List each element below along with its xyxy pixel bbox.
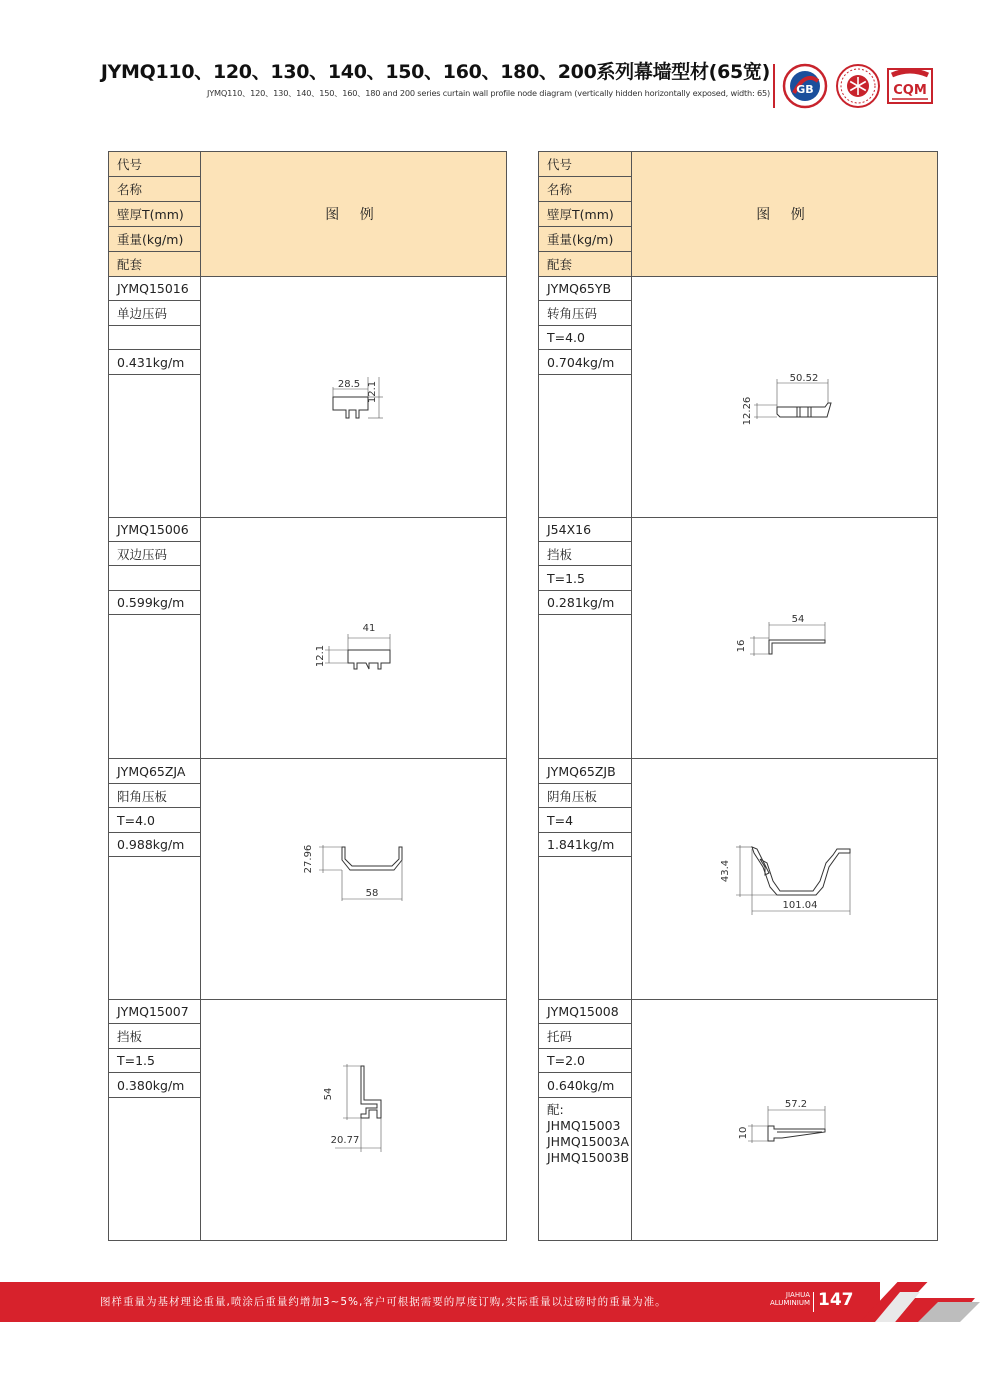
item-name: 阳角压板 <box>109 784 201 808</box>
header-divider <box>773 64 775 108</box>
page-subtitle: JYMQ110、120、130、140、150、160、180 and 200 series curtain wall profile node diagram (vertically hidden horizontally exposed, width: 65) <box>207 88 770 98</box>
item-accessory <box>109 615 201 759</box>
item-thickness: T=1.5 <box>109 1049 201 1073</box>
dim-width: 101.04 <box>782 900 818 911</box>
item-accessory <box>109 857 201 1000</box>
item-name: 挡板 <box>109 1024 201 1049</box>
header-label-name: 名称 <box>539 177 632 202</box>
profile-drawing-cell <box>201 277 507 518</box>
cqm-logo <box>886 63 934 109</box>
right-profile-table <box>538 151 938 1241</box>
accessory-line: JHMQ15003B <box>547 1150 630 1165</box>
item-thickness: T=2.0 <box>539 1049 632 1073</box>
dim-height: 10 <box>738 1126 749 1140</box>
item-accessory <box>109 375 201 518</box>
profile-drawing-cell <box>201 759 507 1000</box>
accessory-line: JHMQ15003A <box>547 1134 630 1149</box>
left-profile-table <box>108 151 507 1241</box>
item-code: JYMQ65ZJA <box>109 759 201 784</box>
figure-header: 图 例 <box>632 152 938 277</box>
item-accessory <box>539 615 632 759</box>
item-name: 转角压码 <box>539 301 632 326</box>
profile-drawing-jymq15008 <box>632 1000 938 1241</box>
accessory-line: 配: <box>547 1102 564 1117</box>
item-code: JYMQ15007 <box>109 1000 201 1024</box>
header-label-accessory: 配套 <box>109 252 201 277</box>
profile-drawing-cell <box>632 759 938 1000</box>
dim-height: 54 <box>323 1087 334 1101</box>
header-label-code: 代号 <box>109 152 201 177</box>
item-thickness: T=4.0 <box>539 326 632 350</box>
item-thickness <box>109 566 201 591</box>
dim-width: 54 <box>791 614 805 625</box>
item-code: JYMQ15006 <box>109 518 201 542</box>
dim-height: 12.1 <box>315 644 326 668</box>
item-weight: 1.841kg/m <box>539 833 632 857</box>
header-label-weight: 重量(kg/m) <box>539 227 632 252</box>
item-accessory <box>539 375 632 518</box>
profile-drawing-cell <box>632 518 938 759</box>
item-code: JYMQ15008 <box>539 1000 632 1024</box>
item-weight: 0.281kg/m <box>539 591 632 615</box>
dim-height: 16 <box>736 639 747 653</box>
item-weight: 0.640kg/m <box>539 1073 632 1098</box>
page-number: 147 <box>818 1290 854 1310</box>
item-weight: 0.988kg/m <box>109 833 201 857</box>
header-label-weight: 重量(kg/m) <box>109 227 201 252</box>
item-thickness: T=4 <box>539 808 632 833</box>
profile-drawing-j54x16 <box>632 518 938 759</box>
item-name: 挡板 <box>539 542 632 566</box>
item-code: J54X16 <box>539 518 632 542</box>
page-title: JYMQ110、120、130、140、150、160、180、200系列幕墙型材(65宽) <box>100 61 770 83</box>
profile-drawing-cell <box>201 518 507 759</box>
dim-width: 41 <box>362 623 376 634</box>
page-header <box>0 60 770 100</box>
item-name: 托码 <box>539 1024 632 1049</box>
profile-drawing-jymq65zjb <box>632 759 938 1000</box>
item-code: JYMQ15016 <box>109 277 201 301</box>
dim-width: 58 <box>365 888 379 899</box>
profile-drawing-jymq65yb <box>632 277 938 518</box>
profile-drawing-cell <box>201 1000 507 1241</box>
profile-drawing-jymq15006 <box>201 518 507 759</box>
item-weight: 0.599kg/m <box>109 591 201 615</box>
gb-logo <box>782 63 828 109</box>
item-code: JYMQ65ZJB <box>539 759 632 784</box>
profile-drawing-jymq15007 <box>201 1000 507 1241</box>
brand-line2: ALUMINIUM <box>769 1299 810 1307</box>
dim-height: 43.4 <box>720 859 731 883</box>
header-label-thickness: 壁厚T(mm) <box>539 202 632 227</box>
header-label-name: 名称 <box>109 177 201 202</box>
item-name: 单边压码 <box>109 301 201 326</box>
profile-drawing-cell <box>632 1000 938 1241</box>
item-accessory <box>539 857 632 1000</box>
accessory-line: JHMQ15003 <box>547 1118 621 1133</box>
header-label-thickness: 壁厚T(mm) <box>109 202 201 227</box>
profile-drawing-jymq65zja <box>201 759 507 1000</box>
dim-width: 50.52 <box>789 373 819 384</box>
profile-drawing-cell <box>632 277 938 518</box>
figure-header: 图 例 <box>201 152 507 277</box>
dim-height: 27.96 <box>303 844 314 874</box>
item-thickness <box>109 326 201 350</box>
item-code: JYMQ65YB <box>539 277 632 301</box>
brand-mark <box>758 1291 810 1307</box>
dim-height: 12.1 <box>367 380 378 404</box>
dim-height: 12.26 <box>742 396 753 426</box>
gb-logo-text: GB <box>796 83 814 96</box>
item-name: 双边压码 <box>109 542 201 566</box>
header-label-accessory: 配套 <box>539 252 632 277</box>
item-weight: 0.380kg/m <box>109 1073 201 1098</box>
item-accessory <box>109 1098 201 1241</box>
item-weight: 0.704kg/m <box>539 350 632 375</box>
header-label-code: 代号 <box>539 152 632 177</box>
footer-note: 图样重量为基材理论重量,喷涂后重量约增加3~5%,客户可根据需要的厚度订购,实际重量以过磅时的重量为准。 <box>100 1296 667 1308</box>
dim-width: 20.77 <box>330 1135 360 1146</box>
brand-line1: JIAHUA <box>785 1291 810 1299</box>
item-thickness: T=4.0 <box>109 808 201 833</box>
item-weight: 0.431kg/m <box>109 350 201 375</box>
item-name: 阴角压板 <box>539 784 632 808</box>
page-number-divider <box>813 1292 814 1312</box>
cqm-logo-text: CQM <box>893 83 927 98</box>
dim-width: 28.5 <box>337 379 361 390</box>
dim-width: 57.2 <box>784 1099 808 1110</box>
profile-drawing-jymq15016 <box>201 277 507 518</box>
snowflake-emblem-icon <box>835 63 881 109</box>
item-accessory <box>539 1098 632 1241</box>
item-thickness: T=1.5 <box>539 566 632 591</box>
